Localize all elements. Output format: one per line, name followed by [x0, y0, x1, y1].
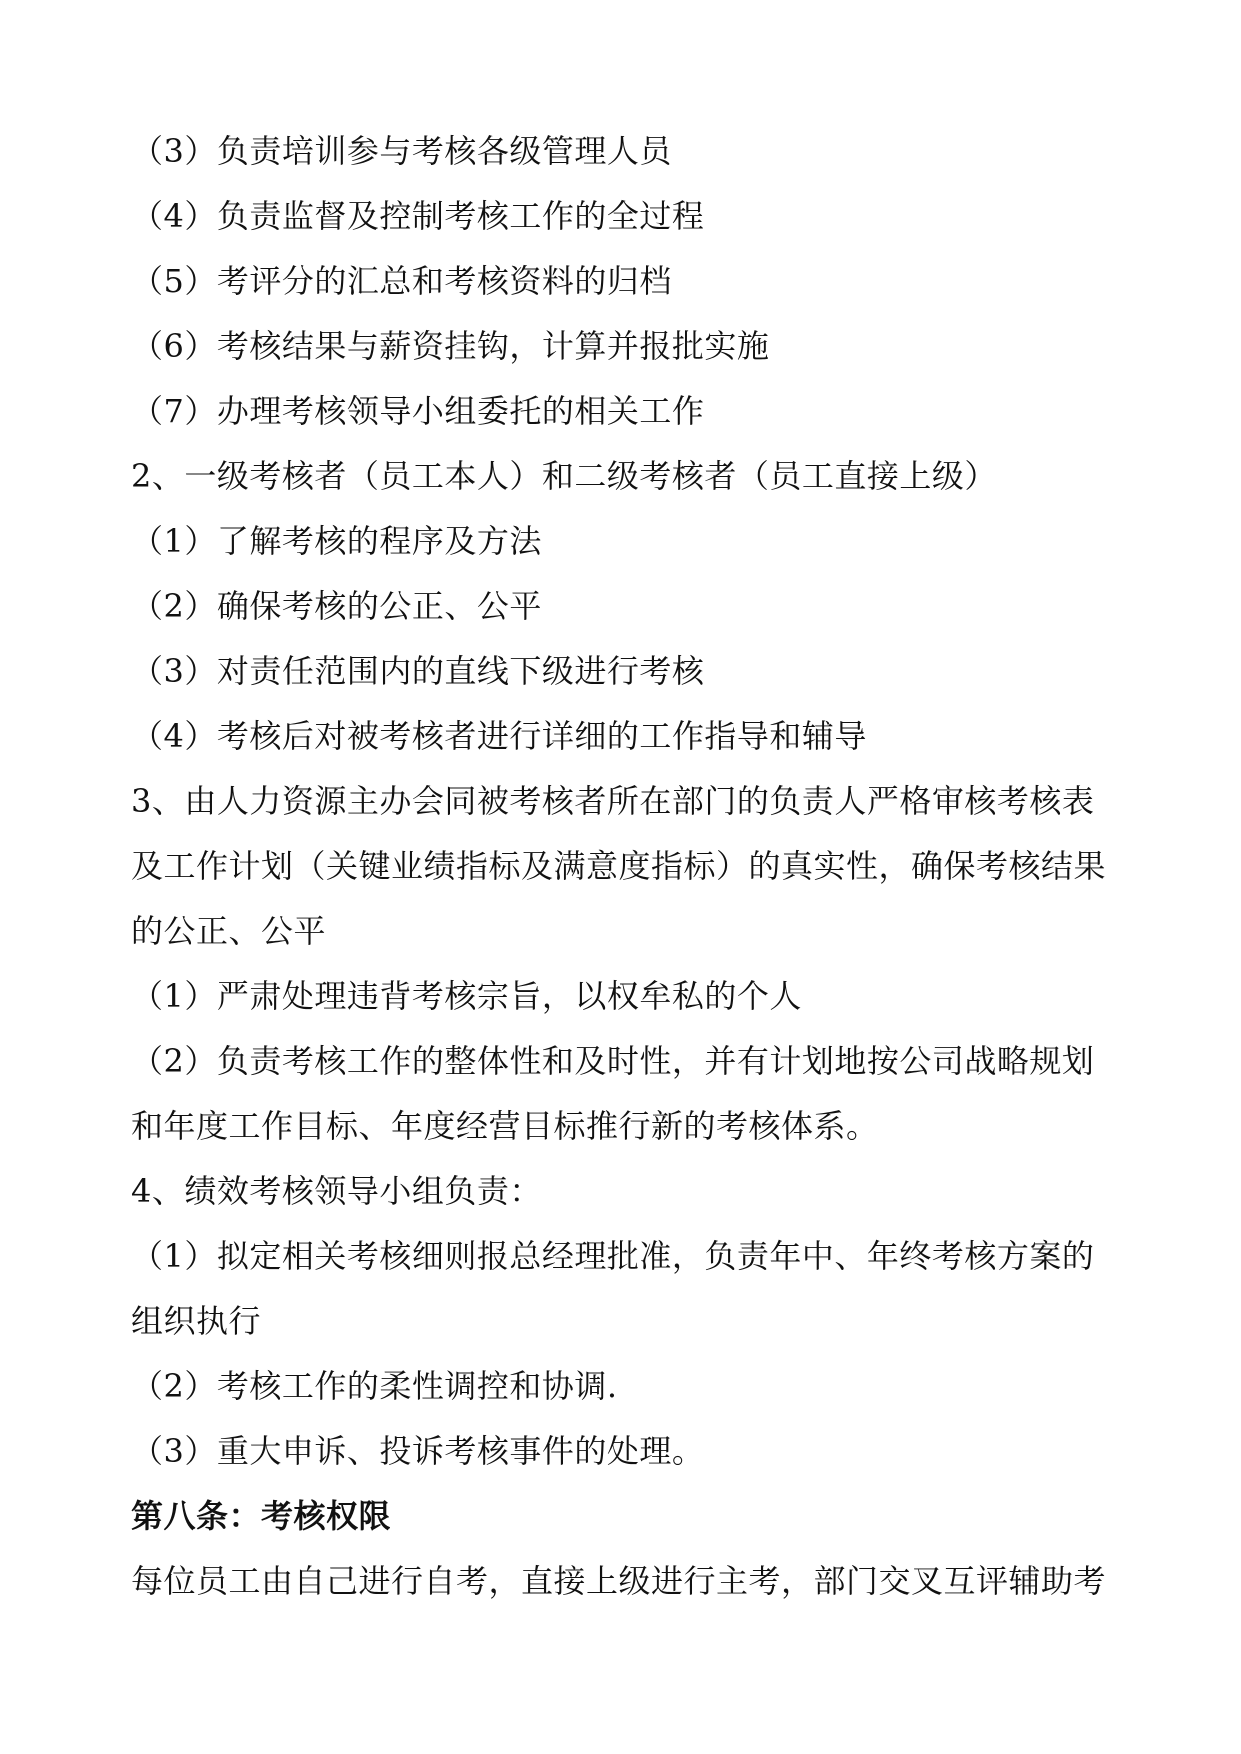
list-item: （4）负责监督及控制考核工作的全过程: [131, 197, 705, 235]
section-item-continued: 的公正、公平: [131, 912, 327, 950]
list-item-continued: 组织执行: [131, 1302, 262, 1340]
article-heading: 第八条：考核权限: [131, 1497, 392, 1535]
list-item-continued: 和年度工作目标、年度经营目标推行新的考核体系。: [131, 1107, 879, 1145]
section-item: 4、绩效考核领导小组负责：: [131, 1172, 542, 1210]
paragraph: 每位员工由自己进行自考，直接上级进行主考，部门交叉互评辅助考: [131, 1562, 1107, 1600]
list-item: （6）考核结果与薪资挂钩，计算并报批实施: [131, 327, 770, 365]
list-item: （1）严肃处理违背考核宗旨，以权牟私的个人: [131, 977, 802, 1015]
list-item: （5）考评分的汇总和考核资料的归档: [131, 262, 672, 300]
list-item: （1）拟定相关考核细则报总经理批准，负责年中、年终考核方案的: [131, 1237, 1095, 1275]
list-item: （3）对责任范围内的直线下级进行考核: [131, 652, 705, 690]
list-item: （2）考核工作的柔性调控和协调.: [131, 1367, 618, 1405]
list-item: （4）考核后对被考核者进行详细的工作指导和辅导: [131, 717, 867, 755]
list-item: （2）确保考核的公正、公平: [131, 587, 542, 625]
list-item: （1）了解考核的程序及方法: [131, 522, 542, 560]
list-item: （3）负责培训参与考核各级管理人员: [131, 132, 672, 170]
section-item-continued: 及工作计划（关键业绩指标及满意度指标）的真实性，确保考核结果: [131, 847, 1107, 885]
list-item: （7）办理考核领导小组委托的相关工作: [131, 392, 705, 430]
section-item: 2、一级考核者（员工本人）和二级考核者（员工直接上级）: [131, 457, 997, 495]
list-item: （3）重大申诉、投诉考核事件的处理。: [131, 1432, 705, 1470]
section-item: 3、由人力资源主办会同被考核者所在部门的负责人严格审核考核表: [131, 782, 1095, 820]
list-item: （2）负责考核工作的整体性和及时性，并有计划地按公司战略规划: [131, 1042, 1095, 1080]
